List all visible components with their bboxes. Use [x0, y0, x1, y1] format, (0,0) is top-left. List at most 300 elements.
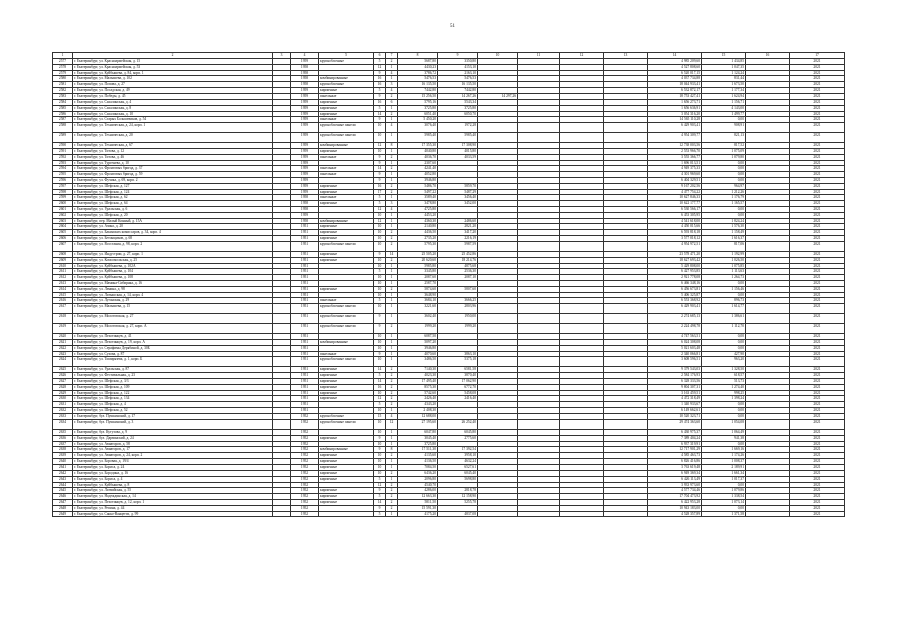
- table-cell-col-13: [604, 242, 648, 252]
- column-number-header: 13: [604, 53, 648, 59]
- table-cell-col-7: 2: [386, 367, 398, 373]
- table-cell-col-14: 4 985 209,60: [648, 59, 702, 65]
- table-cell-col-17: 2021: [790, 482, 845, 488]
- table-cell-col-6: 9: [374, 177, 386, 183]
- table-cell-col-4: 1959: [291, 133, 319, 143]
- table-cell-col-17: 2021: [790, 230, 845, 236]
- table-cell-col-12: [560, 511, 604, 517]
- table-cell-col-15: 896,73: [702, 298, 746, 304]
- table-cell-col-5: кирпичные: [319, 384, 374, 390]
- table-cell-col-15: 1 212,26: [702, 189, 746, 195]
- table-cell-col-17: 2021: [790, 154, 845, 160]
- table-cell-col-2: г. Екатеринбург, ул. Фронтовых бригад, д. 59: [73, 172, 273, 178]
- table-cell-col-8: 3221,60: [398, 304, 438, 314]
- table-cell-col-4: 1951: [291, 351, 319, 357]
- table-cell-col-8: 5486,70: [398, 183, 438, 189]
- table-cell-col-9: 6772,70: [438, 384, 478, 390]
- table-cell-col-1: 2624: [53, 357, 73, 367]
- table-cell-col-8: 2140,80: [398, 224, 438, 230]
- table-cell-col-7: 2: [386, 111, 398, 117]
- table-cell-col-4: 1951: [291, 340, 319, 346]
- table-cell-col-6: 15: [374, 413, 386, 419]
- table-cell-col-15: 0,00: [702, 345, 746, 351]
- table-cell-col-15: 0,00: [702, 413, 746, 419]
- table-cell-col-14: 4 949 375,33: [648, 166, 702, 172]
- table-cell-col-3: [273, 357, 291, 367]
- table-cell-col-15: 1 075,09: [702, 148, 746, 154]
- table-cell-col-6: 10: [374, 275, 386, 281]
- table-cell-col-6: 10: [374, 263, 386, 269]
- table-cell-col-5: комбинированные: [319, 447, 374, 453]
- table-cell-col-4: 1959: [291, 189, 319, 195]
- table-body: [53, 59, 845, 517]
- table-cell-col-9: 4875,68: [438, 263, 478, 269]
- column-number-header: 12: [560, 53, 604, 59]
- table-cell-col-8: 12 663,30: [398, 494, 438, 500]
- table-cell-col-14: 4 450 015,66: [648, 224, 702, 230]
- table-cell-col-8: 3648,90: [398, 292, 438, 298]
- table-cell-col-1: 2606: [53, 235, 73, 241]
- table-cell-col-5: кирпичные: [319, 453, 374, 459]
- table-cell-col-1: 2617: [53, 304, 73, 314]
- table-cell-col-9: 2821,20: [438, 224, 478, 230]
- table-cell-col-17: 2021: [790, 82, 845, 88]
- table-cell-col-1: 2601: [53, 206, 73, 212]
- table-cell-col-11: [518, 324, 560, 334]
- table-cell-col-4: 1951: [291, 379, 319, 385]
- table-cell-col-4: 1951: [291, 357, 319, 367]
- table-cell-col-7: 12: [386, 420, 398, 430]
- table-cell-col-17: 2021: [790, 94, 845, 100]
- table-cell-col-17: 2021: [790, 172, 845, 178]
- table-cell-col-15: 1 434,85: [702, 59, 746, 65]
- table-cell-col-16: [746, 242, 790, 252]
- table-cell-col-4: 1952: [291, 420, 319, 430]
- table-cell-col-2: г. Екатеринбург, ул. Техническая, д. 24, корп. 1: [73, 123, 273, 133]
- table-cell-col-17: 2021: [790, 111, 845, 117]
- table-cell-col-15: 1 673,50: [702, 82, 746, 88]
- table-cell-col-8: 2587,70: [398, 281, 438, 287]
- table-cell-col-5: кирпичные: [319, 230, 374, 236]
- table-cell-col-2: г. Екатеринбург, ул. Тимирязева, д. 1, корп. Б: [73, 357, 273, 367]
- table-cell-col-1: 2587: [53, 117, 73, 123]
- table-cell-col-15: 1 669,16: [702, 447, 746, 453]
- table-cell-col-10: [478, 242, 518, 252]
- table-cell-col-8: 17 511,30: [398, 447, 438, 453]
- table-cell-col-9: 4033,59: [438, 154, 478, 160]
- table-cell-col-17: 2021: [790, 324, 845, 334]
- table-cell-col-13: [604, 357, 648, 367]
- table-cell-col-8: 3345,80: [398, 269, 438, 275]
- table-cell-col-5: кирпичные: [319, 470, 374, 476]
- table-cell-col-9: 18 214,76: [438, 257, 478, 263]
- table-cell-col-12: [560, 357, 604, 367]
- table-cell-col-6: 10: [374, 304, 386, 314]
- table-cell-col-14: 6 520 017,15: [648, 70, 702, 76]
- table-cell-col-9: 1950,00: [438, 314, 478, 324]
- table-cell-col-1: 2608: [53, 252, 73, 258]
- table-cell-col-4: 1959: [291, 172, 319, 178]
- table-cell-col-7: 2: [386, 482, 398, 488]
- table-cell-col-16: [746, 123, 790, 133]
- table-cell-col-2: г. Екатеринбург, ул. Титова, д. 12: [73, 148, 273, 154]
- table-cell-col-8: 3045,40: [398, 435, 438, 441]
- table-cell-col-9: 6045,80: [438, 430, 478, 436]
- table-cell-col-5: комбинированные: [319, 218, 374, 224]
- table-cell-col-4: 1952: [291, 505, 319, 511]
- table-cell-col-8: 4136,50: [398, 459, 438, 465]
- table-cell-col-8: 4040,80: [398, 148, 438, 154]
- table-cell-col-15: 1 156,71: [702, 99, 746, 105]
- table-cell-col-6: 10: [374, 464, 386, 470]
- table-cell-col-17: 2021: [790, 201, 845, 207]
- table-cell-col-14: 6 430 975,37: [648, 430, 702, 436]
- table-cell-col-9: 2087,10: [438, 275, 478, 281]
- table-cell-col-1: 2648: [53, 505, 73, 511]
- table-cell-col-5: кирпичные: [319, 252, 374, 258]
- table-cell-col-5: кирпичные: [319, 476, 374, 482]
- table-cell-col-17: 2021: [790, 286, 845, 292]
- table-cell-col-6: 10: [374, 453, 386, 459]
- table-cell-col-2: г. Екатеринбург, ул. Комсомольская, д. 25: [73, 257, 273, 263]
- table-cell-col-8: 5476,53: [398, 76, 438, 82]
- table-cell-col-11: [518, 357, 560, 367]
- table-cell-col-11: [518, 123, 560, 133]
- table-cell-col-6: 9: [374, 160, 386, 166]
- table-cell-col-7: 1: [386, 275, 398, 281]
- table-cell-col-16: [746, 511, 790, 517]
- table-cell-col-5: кирпичные: [319, 99, 374, 105]
- table-cell-col-2: г. Екатеринбург, ул. Куйбышева, д. 104: [73, 269, 273, 275]
- table-cell-col-1: 2644: [53, 482, 73, 488]
- table-cell-col-2: г. Екатеринбург, бул. Дарвинский, д. 24: [73, 435, 273, 441]
- column-number-header: 5: [319, 53, 374, 59]
- table-cell-col-5: кирпичные: [319, 257, 374, 263]
- table-cell-col-4: 1952: [291, 453, 319, 459]
- table-cell-col-1: 2621: [53, 340, 73, 346]
- table-cell-col-8: 4052,80: [398, 172, 438, 178]
- table-cell-col-17: 2021: [790, 488, 845, 494]
- table-cell-col-14: 6 328 333,56: [648, 379, 702, 385]
- table-cell-col-7: 1: [386, 441, 398, 447]
- table-cell-col-6: 9: [374, 488, 386, 494]
- table-cell-col-1: 2634: [53, 420, 73, 430]
- table-cell-col-3: [273, 511, 291, 517]
- table-cell-col-6: 5: [374, 511, 386, 517]
- table-cell-col-4: 1951: [291, 390, 319, 396]
- table-cell-col-6: 12: [374, 206, 386, 212]
- table-cell-col-14: 10 520 323,71: [648, 413, 702, 419]
- table-cell-col-17: 2021: [790, 133, 845, 143]
- table-cell-col-1: 2595: [53, 172, 73, 178]
- table-cell-col-7: 1: [386, 334, 398, 340]
- table-cell-col-6: 10: [374, 408, 386, 414]
- table-cell-col-6: 9: [374, 172, 386, 178]
- table-cell-col-14: 9 167 202,56: [648, 183, 702, 189]
- table-cell-col-10: [478, 324, 518, 334]
- table-cell-col-17: 2021: [790, 379, 845, 385]
- table-cell-col-14: 6 553 368,92: [648, 298, 702, 304]
- table-cell-col-2: г. Екатеринбург, ул. Титова, д. 46: [73, 154, 273, 160]
- table-cell-col-1: 2615: [53, 292, 73, 298]
- table-cell-col-6: 10: [374, 441, 386, 447]
- table-cell-col-11: [518, 304, 560, 314]
- table-cell-col-4: 1959: [291, 148, 319, 154]
- table-cell-col-15: 964,97: [702, 183, 746, 189]
- table-cell-col-2: г. Екатеринбург, ул. Сахалинская, д. 10: [73, 111, 273, 117]
- table-cell-col-6: 10: [374, 230, 386, 236]
- table-cell-col-14: 6 422 953,28: [648, 499, 702, 505]
- table-cell-col-8: 4070,60: [398, 351, 438, 357]
- table-cell-col-14: 3 163 459,51: [648, 390, 702, 396]
- table-cell-col-9: 3456,40: [438, 195, 478, 201]
- table-cell-col-11: [518, 420, 560, 430]
- table-cell-col-2: г. Екатеринбург, ул. Уральская, д. 6: [73, 206, 273, 212]
- table-cell-col-4: 1951: [291, 292, 319, 298]
- table-cell-col-2: г. Екатеринбург, ул. Авиаторов, д. 17: [73, 447, 273, 453]
- table-cell-col-14: 1 656 273,71: [648, 99, 702, 105]
- table-cell-col-1: 2611: [53, 269, 73, 275]
- table-cell-col-17: 2021: [790, 76, 845, 82]
- table-cell-col-15: 427,90: [702, 351, 746, 357]
- table-cell-col-5: комбинированные: [319, 76, 374, 82]
- table-cell-col-4: 1958: [291, 64, 319, 70]
- table-cell-col-8: 12 688,00: [398, 413, 438, 419]
- table-cell-col-2: г. Екатеринбург, ул. Шефская, д. 64: [73, 201, 273, 207]
- table-cell-col-14: 1 656 636,91: [648, 105, 702, 111]
- table-cell-col-17: 2021: [790, 402, 845, 408]
- table-cell-col-2: г. Екатеринбург, ул. Латышская, д. 14, корп. 4: [73, 292, 273, 298]
- table-cell-col-6: 9: [374, 351, 386, 357]
- table-cell-col-15: 998,25: [702, 390, 746, 396]
- table-cell-col-15: 941,38: [702, 435, 746, 441]
- table-cell-col-15: 0,00: [702, 340, 746, 346]
- table-cell-col-6: 10: [374, 133, 386, 143]
- table-cell-col-9: 3417,20: [438, 230, 478, 236]
- table-cell-col-6: 9: [374, 154, 386, 160]
- table-cell-col-8: 5497,22: [398, 189, 438, 195]
- table-cell-col-1: 2586: [53, 111, 73, 117]
- table-cell-col-9: 6050,70: [438, 111, 478, 117]
- table-cell-col-2: г. Екатеринбург, ул. Молотовская, д. 27, корп. А: [73, 324, 273, 334]
- table-cell-col-10: [478, 314, 518, 324]
- table-cell-col-17: 2021: [790, 59, 845, 65]
- table-cell-col-7: 2: [386, 396, 398, 402]
- table-cell-col-1: 2585: [53, 105, 73, 111]
- table-cell-col-2: г. Екатеринбург, ул. Латвийская, д. 55: [73, 488, 273, 494]
- table-cell-col-4: 1951: [291, 286, 319, 292]
- column-number-header: 8: [398, 53, 438, 59]
- table-cell-col-17: 2021: [790, 390, 845, 396]
- table-cell-col-1: 2579: [53, 70, 73, 76]
- table-cell-col-15: 0,00: [702, 172, 746, 178]
- table-cell-col-9: 1972,28: [438, 123, 478, 133]
- table-cell-col-1: 2613: [53, 281, 73, 287]
- table-cell-col-2: г. Екатеринбург, ул. Красноармейская, д. 15: [73, 59, 273, 65]
- table-cell-col-9: 2536,30: [438, 269, 478, 275]
- table-cell-col-15: 1 075,85: [702, 263, 746, 269]
- table-cell-col-5: крупноблочные: [319, 413, 374, 419]
- table-cell-col-17: 2021: [790, 183, 845, 189]
- table-cell-col-1: 2583: [53, 94, 73, 100]
- table-cell-col-8: 17 495,40: [398, 379, 438, 385]
- table-cell-col-7: 2: [386, 235, 398, 241]
- column-number-header: 9: [438, 53, 478, 59]
- table-cell-col-17: 2021: [790, 408, 845, 414]
- table-cell-col-17: 2021: [790, 459, 845, 465]
- table-cell-col-14: 17 704 473,92: [648, 494, 702, 500]
- table-cell-col-9: 5807,60: [438, 286, 478, 292]
- table-cell-col-5: крупноблочные панели: [319, 242, 374, 252]
- table-cell-col-5: панельные: [319, 117, 374, 123]
- table-cell-col-3: [273, 242, 291, 252]
- table-cell-col-9: 3958,10: [438, 453, 478, 459]
- table-cell-col-9: 14 267,26: [438, 94, 478, 100]
- table-cell-col-3: [273, 133, 291, 143]
- table-cell-col-4: 1952: [291, 499, 319, 505]
- table-cell-col-12: [560, 123, 604, 133]
- table-cell-col-1: 2591: [53, 148, 73, 154]
- table-cell-col-12: [560, 304, 604, 314]
- table-cell-col-14: 23 578 471,20: [648, 252, 702, 258]
- table-cell-col-7: 1: [386, 304, 398, 314]
- table-cell-col-7: 1: [386, 357, 398, 367]
- table-cell-col-15: 0,00: [702, 505, 746, 511]
- table-cell-col-2: г. Екатеринбург, ул. Шефская, д. 124: [73, 189, 273, 195]
- table-cell-col-15: 817,06: [702, 242, 746, 252]
- table-cell-col-1: 2578: [53, 64, 73, 70]
- table-cell-col-9: 3666,25: [438, 298, 478, 304]
- table-cell-col-6: 10: [374, 430, 386, 436]
- table-cell-col-6: 16: [374, 82, 386, 88]
- table-cell-col-6: 9: [374, 70, 386, 76]
- table-cell-col-8: 3786,72: [398, 70, 438, 76]
- table-cell-col-2: г. Екатеринбург, ул. Бородина, д. 16: [73, 470, 273, 476]
- table-cell-col-17: 2021: [790, 263, 845, 269]
- table-cell-col-4: 1951: [291, 367, 319, 373]
- table-cell-col-15: 2 189,91: [702, 464, 746, 470]
- table-cell-col-8: 5811,50: [398, 499, 438, 505]
- table-cell-col-6: 14: [374, 379, 386, 385]
- table-cell-col-1: 2590: [53, 143, 73, 149]
- table-cell-col-14: 6 593 818,18: [648, 230, 702, 236]
- table-cell-col-3: [273, 324, 291, 334]
- table-cell-col-7: 1: [386, 172, 398, 178]
- table-cell-col-9: 2818,78: [438, 488, 478, 494]
- table-cell-col-12: [560, 324, 604, 334]
- column-number-header: 6: [374, 53, 386, 59]
- table-cell-col-15: 817,52: [702, 143, 746, 149]
- table-cell-col-4: 1951: [291, 269, 319, 275]
- table-cell-col-15: 1 274,40: [702, 384, 746, 390]
- table-cell-col-15: 618,57: [702, 373, 746, 379]
- table-cell-col-5: кирпичные: [319, 459, 374, 465]
- table-cell-col-4: 1951: [291, 263, 319, 269]
- table-cell-col-8: 5 450,20: [398, 117, 438, 123]
- table-cell-col-2: г. Екатеринбург, ул. Шефская, д. 3/3: [73, 379, 273, 385]
- table-cell-col-2: г. Екатеринбург, ул. Репина, д. 44: [73, 505, 273, 511]
- table-cell-col-9: 5985,40: [438, 133, 478, 143]
- table-cell-col-14: 6 532 872,17: [648, 88, 702, 94]
- table-cell-col-2: г. Екатеринбург, ул. Пехотинцев, д. 19, корп. А: [73, 340, 273, 346]
- table-cell-col-14: 6 429 903,41: [648, 304, 702, 314]
- table-cell-col-17: 2021: [790, 357, 845, 367]
- table-cell-col-15: 1 073,14: [702, 499, 746, 505]
- table-cell-col-9: 3350,80: [438, 59, 478, 65]
- table-cell-col-11: [518, 133, 560, 143]
- table-cell-col-6: 10: [374, 357, 386, 367]
- table-cell-col-6: 5: [374, 201, 386, 207]
- table-cell-col-6: 5: [374, 105, 386, 111]
- table-cell-col-1: 2596: [53, 177, 73, 183]
- table-cell-col-14: 4 037 734,88: [648, 76, 702, 82]
- table-cell-col-15: 4 143,00: [702, 105, 746, 111]
- table-cell-col-14: 4 477 754,22: [648, 189, 702, 195]
- table-cell-col-1: 2603: [53, 218, 73, 224]
- table-cell-col-14: 10 627 846,33: [648, 195, 702, 201]
- table-cell-col-8: 3725,80: [398, 105, 438, 111]
- table-cell-col-7: 2: [386, 154, 398, 160]
- table-cell-col-7: 2: [386, 499, 398, 505]
- table-cell-col-9: 5987,59: [438, 242, 478, 252]
- table-cell-col-5: комбинированные: [319, 143, 374, 149]
- table-cell-col-7: 2: [386, 470, 398, 476]
- table-cell-col-9: 6045,40: [438, 470, 478, 476]
- table-cell-col-7: 2: [386, 94, 398, 100]
- table-cell-col-1: 2600: [53, 201, 73, 207]
- table-cell-col-9: 3725,80: [438, 105, 478, 111]
- table-cell-col-2: г. Екатеринбург, ул. Луганская, д. 29: [73, 298, 273, 304]
- table-cell-col-14: 6 024 308,08: [648, 340, 702, 346]
- table-cell-col-4: 1952: [291, 441, 319, 447]
- table-cell-col-8: 6051,40: [398, 111, 438, 117]
- table-cell-col-2: г. Екатеринбург, ул. Пехотинцев, д. 41: [73, 334, 273, 340]
- table-cell-col-14: 6 453 305,95: [648, 212, 702, 218]
- table-cell-col-15: 0,00: [702, 334, 746, 340]
- table-cell-col-8: 5795,30: [398, 242, 438, 252]
- table-cell-col-2: г. Екатеринбург, ул. Фучика, д. 69, корп. 2: [73, 177, 273, 183]
- table-cell-col-1: 2582: [53, 88, 73, 94]
- table-cell-col-5: кирпичные: [319, 367, 374, 373]
- table-cell-col-3: [273, 123, 291, 133]
- table-cell-col-2: г. Екатеринбург, ул. Куйбышева, д. 102А: [73, 263, 273, 269]
- table-cell-col-5: панельные: [319, 94, 374, 100]
- table-cell-col-6: 9: [374, 435, 386, 441]
- table-cell-col-9: 17 308,90: [438, 143, 478, 149]
- table-cell-col-17: 2021: [790, 373, 845, 379]
- table-cell-col-2: г. Екатеринбург, ул. Серафимы Дерябиной, д. 30Б: [73, 345, 273, 351]
- table-cell-col-8: 5985,40: [398, 133, 438, 143]
- table-cell-col-8: 5874,60: [398, 286, 438, 292]
- table-cell-col-17: 2021: [790, 123, 845, 133]
- table-cell-col-9: 3863,10: [438, 351, 478, 357]
- table-cell-col-14: 3 608 596,51: [648, 357, 702, 367]
- table-cell-col-17: 2021: [790, 64, 845, 70]
- table-cell-col-5: кирпичные: [319, 396, 374, 402]
- table-cell-col-8: 4286,00: [398, 488, 438, 494]
- table-cell-col-6: 10: [374, 420, 386, 430]
- table-cell-col-14: 4 747 563,51: [648, 334, 702, 340]
- table-cell-col-6: 9: [374, 447, 386, 453]
- table-cell-col-7: 1: [386, 511, 398, 517]
- table-cell-col-8: 2 408,30: [398, 408, 438, 414]
- table-cell-col-1: 2630: [53, 396, 73, 402]
- table-cell-col-9: 5255,78: [438, 499, 478, 505]
- table-cell-col-7: 2: [386, 59, 398, 65]
- table-cell-col-8: 5985,80: [398, 263, 438, 269]
- table-cell-col-15: 1 616,37: [702, 235, 746, 241]
- table-cell-col-1: 2626: [53, 373, 73, 379]
